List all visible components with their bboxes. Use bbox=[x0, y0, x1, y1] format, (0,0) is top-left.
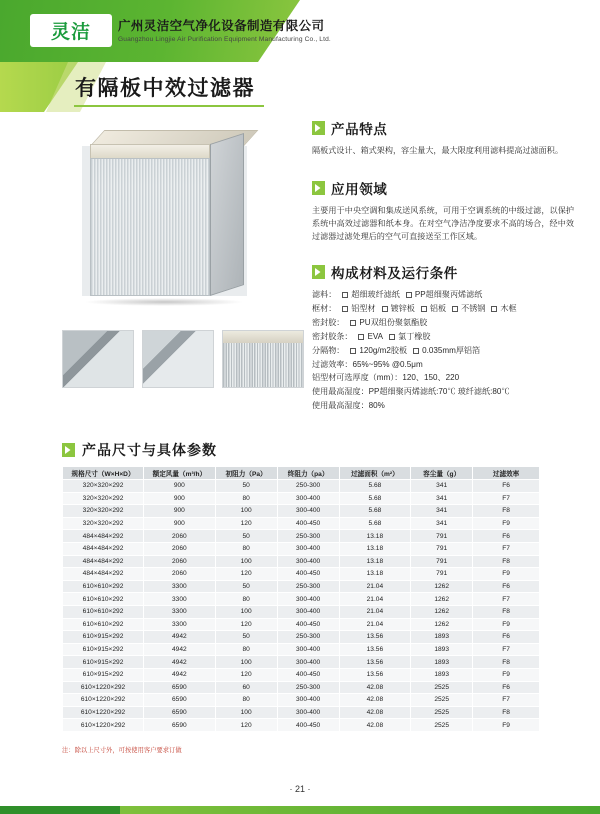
table-cell: 484×484×292 bbox=[63, 542, 144, 555]
spec-max-humidity: 使用最高湿度：80% bbox=[312, 401, 385, 411]
page-header bbox=[0, 0, 600, 62]
table-cell: F8 bbox=[473, 656, 540, 669]
table-cell: 1893 bbox=[411, 656, 473, 669]
material-option: PU双组份聚氨酯胶 bbox=[350, 316, 427, 330]
checkbox-icon bbox=[491, 306, 497, 312]
table-cell: 100 bbox=[215, 505, 277, 518]
table-cell: 80 bbox=[215, 593, 277, 606]
table-cell: 341 bbox=[411, 492, 473, 505]
table-cell: F8 bbox=[473, 706, 540, 719]
table-title: 产品尺寸与具体参数 bbox=[82, 442, 217, 458]
table-row bbox=[63, 542, 540, 555]
table-cell: 50 bbox=[215, 580, 277, 593]
spec-efficiency: 过滤效率：65%~95% @0.5μm bbox=[312, 359, 423, 369]
chevron-right-icon bbox=[62, 443, 75, 457]
table-row bbox=[63, 618, 540, 631]
company-logo bbox=[30, 14, 112, 47]
section-application bbox=[312, 178, 574, 243]
material-option: 超细玻纤滤纸 bbox=[342, 288, 400, 302]
section-body: 隔板式设计、箱式架构，容尘量大，最大限度利用滤料提高过滤面积。 bbox=[312, 146, 563, 155]
table-row bbox=[63, 631, 540, 644]
table-cell: 484×484×292 bbox=[63, 568, 144, 581]
section-heading: 产品特点 bbox=[331, 122, 388, 137]
table-cell: 341 bbox=[411, 505, 473, 518]
column-header: 规格尺寸（W×H×D） bbox=[63, 467, 144, 480]
table-cell: F7 bbox=[473, 643, 540, 656]
table-cell: 6590 bbox=[144, 719, 216, 732]
table-row bbox=[63, 568, 540, 581]
table-cell: 791 bbox=[411, 542, 473, 555]
table-cell: F8 bbox=[473, 555, 540, 568]
table-cell: 21.04 bbox=[339, 618, 411, 631]
table-cell: 250-300 bbox=[277, 631, 339, 644]
table-row bbox=[63, 492, 540, 505]
table-cell: 100 bbox=[215, 706, 277, 719]
table-cell: F8 bbox=[473, 505, 540, 518]
table-cell: 4942 bbox=[144, 643, 216, 656]
table-cell: 50 bbox=[215, 631, 277, 644]
table-cell: 610×610×292 bbox=[63, 593, 144, 606]
table-cell: 484×484×292 bbox=[63, 530, 144, 543]
table-row bbox=[63, 656, 540, 669]
table-cell: 900 bbox=[144, 480, 216, 493]
table-cell: F6 bbox=[473, 580, 540, 593]
table-row bbox=[63, 694, 540, 707]
table-cell: 80 bbox=[215, 492, 277, 505]
table-header-row bbox=[63, 467, 540, 480]
material-option: 120g/m2胶板 bbox=[350, 344, 407, 358]
table-cell: 13.56 bbox=[339, 668, 411, 681]
section-body: 主要用于中央空调和集成送风系统，可用于空调系统的中级过滤，以保护系统中高效过滤器和纸本身。在对空气净洁净度要求不高的场合，经中效过滤器过滤处理后的空气可直接送至工作区域。 bbox=[312, 206, 574, 242]
table-cell: 250-300 bbox=[277, 480, 339, 493]
table-cell: 3300 bbox=[144, 593, 216, 606]
material-option: 铝板 bbox=[421, 302, 446, 316]
table-cell: F7 bbox=[473, 593, 540, 606]
table-cell: 610×915×292 bbox=[63, 643, 144, 656]
logo-text: 灵洁 bbox=[50, 21, 91, 43]
checkbox-icon bbox=[389, 334, 395, 340]
table-row bbox=[63, 555, 540, 568]
table-cell: 250-300 bbox=[277, 580, 339, 593]
table-body bbox=[63, 480, 540, 732]
table-cell: 2060 bbox=[144, 530, 216, 543]
column-header: 初阻力（Pa） bbox=[215, 467, 277, 480]
specs-table bbox=[62, 466, 540, 732]
table-cell: F7 bbox=[473, 492, 540, 505]
table-cell: F9 bbox=[473, 719, 540, 732]
table-cell: 120 bbox=[215, 719, 277, 732]
table-cell: 3300 bbox=[144, 580, 216, 593]
table-cell: 610×1220×292 bbox=[63, 681, 144, 694]
table-cell: 2525 bbox=[411, 681, 473, 694]
page-number: · 21 · bbox=[289, 784, 311, 794]
table-cell: 300-400 bbox=[277, 643, 339, 656]
table-cell: 4942 bbox=[144, 631, 216, 644]
table-row bbox=[63, 580, 540, 593]
table-cell: 2060 bbox=[144, 542, 216, 555]
table-cell: 4942 bbox=[144, 656, 216, 669]
table-cell: 6590 bbox=[144, 694, 216, 707]
table-heading bbox=[62, 440, 217, 460]
photo-shadow bbox=[84, 298, 244, 306]
material-label: 密封胶条： bbox=[312, 331, 353, 341]
checkbox-icon bbox=[342, 306, 348, 312]
section-product-features bbox=[312, 118, 574, 157]
filter-front-face bbox=[90, 158, 210, 296]
table-cell: 610×915×292 bbox=[63, 631, 144, 644]
table-cell: 300-400 bbox=[277, 492, 339, 505]
material-option: 0.035mm厚铝箔 bbox=[413, 344, 480, 358]
table-cell: 250-300 bbox=[277, 530, 339, 543]
material-option: 木框 bbox=[491, 302, 516, 316]
table-row bbox=[63, 719, 540, 732]
table-cell: F6 bbox=[473, 681, 540, 694]
table-cell: 300-400 bbox=[277, 605, 339, 618]
detail-photo-3 bbox=[222, 330, 304, 388]
table-cell: 320×320×292 bbox=[63, 480, 144, 493]
table-cell: F7 bbox=[473, 694, 540, 707]
table-cell: 42.08 bbox=[339, 694, 411, 707]
spec-max-temp: 使用最高湿度：PP超细聚丙烯滤纸:70℃ 玻纤滤纸:80℃ bbox=[312, 387, 510, 397]
section-materials bbox=[312, 262, 574, 413]
table-cell: 80 bbox=[215, 694, 277, 707]
table-cell: 50 bbox=[215, 530, 277, 543]
table-cell: 400-450 bbox=[277, 517, 339, 530]
table-cell: 120 bbox=[215, 517, 277, 530]
table-cell: 21.04 bbox=[339, 593, 411, 606]
material-row-gasket bbox=[312, 330, 574, 344]
column-header: 过滤效率 bbox=[473, 467, 540, 480]
table-cell: 320×320×292 bbox=[63, 505, 144, 518]
material-row-filter bbox=[312, 288, 574, 302]
checkbox-icon bbox=[382, 306, 388, 312]
table-cell: 2060 bbox=[144, 555, 216, 568]
section-heading: 构成材料及运行条件 bbox=[331, 266, 458, 281]
company-name-cn: 广州灵洁空气净化设备制造有限公司 bbox=[118, 19, 325, 33]
page-title: 有隔板中效过滤器 bbox=[75, 77, 255, 100]
table-cell: 2525 bbox=[411, 706, 473, 719]
table-cell: 484×484×292 bbox=[63, 555, 144, 568]
material-option: EVA bbox=[358, 330, 383, 344]
table-cell: 42.08 bbox=[339, 681, 411, 694]
table-cell: 1893 bbox=[411, 643, 473, 656]
table-cell: 300-400 bbox=[277, 656, 339, 669]
detail-photo-1 bbox=[62, 330, 134, 388]
table-cell: 80 bbox=[215, 643, 277, 656]
table-cell: 5.68 bbox=[339, 517, 411, 530]
material-option: 镀锌板 bbox=[382, 302, 415, 316]
table-cell: F6 bbox=[473, 530, 540, 543]
chevron-right-icon bbox=[312, 181, 325, 195]
table-cell: 3300 bbox=[144, 618, 216, 631]
material-label: 滤料： bbox=[312, 290, 337, 299]
material-label: 框材： bbox=[312, 303, 337, 313]
column-header: 终阻力（pa） bbox=[277, 467, 339, 480]
table-cell: 13.56 bbox=[339, 643, 411, 656]
material-label: 分隔物： bbox=[312, 345, 345, 355]
filter-pleats bbox=[91, 159, 209, 295]
table-cell: 2525 bbox=[411, 719, 473, 732]
table-cell: F7 bbox=[473, 542, 540, 555]
table-cell: 300-400 bbox=[277, 542, 339, 555]
table-cell: 100 bbox=[215, 605, 277, 618]
material-option: 铝型材 bbox=[342, 302, 375, 316]
table-cell: 1893 bbox=[411, 668, 473, 681]
checkbox-icon bbox=[421, 306, 427, 312]
table-cell: 120 bbox=[215, 618, 277, 631]
filter-side-face bbox=[210, 133, 244, 296]
title-underline bbox=[74, 105, 264, 107]
table-row bbox=[63, 480, 540, 493]
detail-photo-2 bbox=[142, 330, 214, 388]
table-cell: 320×320×292 bbox=[63, 492, 144, 505]
table-cell: 13.56 bbox=[339, 631, 411, 644]
table-cell: 610×610×292 bbox=[63, 580, 144, 593]
table-cell: 13.56 bbox=[339, 656, 411, 669]
table-cell: 1262 bbox=[411, 580, 473, 593]
table-cell: 900 bbox=[144, 517, 216, 530]
table-row bbox=[63, 505, 540, 518]
table-cell: 2525 bbox=[411, 694, 473, 707]
material-row-sealant bbox=[312, 316, 574, 330]
table-cell: F6 bbox=[473, 480, 540, 493]
table-cell: 60 bbox=[215, 681, 277, 694]
table-cell: 50 bbox=[215, 480, 277, 493]
table-cell: 120 bbox=[215, 668, 277, 681]
table-cell: 5.68 bbox=[339, 505, 411, 518]
checkbox-icon bbox=[350, 320, 356, 326]
table-cell: 300-400 bbox=[277, 593, 339, 606]
table-cell: 610×915×292 bbox=[63, 656, 144, 669]
table-cell: 400-450 bbox=[277, 719, 339, 732]
table-cell: 1262 bbox=[411, 605, 473, 618]
checkbox-icon bbox=[413, 348, 419, 354]
product-photo bbox=[62, 126, 277, 326]
chevron-right-icon bbox=[312, 265, 325, 279]
table-cell: F6 bbox=[473, 631, 540, 644]
table-row bbox=[63, 530, 540, 543]
table-row bbox=[63, 593, 540, 606]
table-cell: 341 bbox=[411, 480, 473, 493]
column-header: 额定风量（m³/h） bbox=[144, 467, 216, 480]
table-cell: 791 bbox=[411, 568, 473, 581]
table-row bbox=[63, 668, 540, 681]
detail-photos bbox=[62, 330, 302, 392]
table-cell: 1893 bbox=[411, 631, 473, 644]
column-header: 容尘量（g） bbox=[411, 467, 473, 480]
table-cell: 13.18 bbox=[339, 568, 411, 581]
table-cell: 1262 bbox=[411, 593, 473, 606]
table-cell: 300-400 bbox=[277, 505, 339, 518]
company-name-en: Guangzhou Lingjie Air Purification Equipment Manufacturing Co., Ltd. bbox=[118, 36, 331, 43]
checkbox-icon bbox=[342, 292, 348, 298]
table-cell: 1262 bbox=[411, 618, 473, 631]
footer-bar-accent bbox=[0, 806, 120, 814]
table-cell: 100 bbox=[215, 555, 277, 568]
table-cell: 250-300 bbox=[277, 681, 339, 694]
table-row bbox=[63, 706, 540, 719]
material-row-frame bbox=[312, 302, 574, 316]
table-cell: 320×320×292 bbox=[63, 517, 144, 530]
table-cell: 400-450 bbox=[277, 668, 339, 681]
table-cell: 5.68 bbox=[339, 492, 411, 505]
material-row-separator bbox=[312, 344, 574, 358]
table-cell: 610×1220×292 bbox=[63, 706, 144, 719]
table-cell: 900 bbox=[144, 505, 216, 518]
table-cell: F9 bbox=[473, 568, 540, 581]
table-cell: 791 bbox=[411, 530, 473, 543]
table-note: 注：除以上尺寸外，可按使用客户要求订做 bbox=[62, 747, 182, 754]
checkbox-icon bbox=[452, 306, 458, 312]
checkbox-icon bbox=[358, 334, 364, 340]
spec-thickness: 铝型材可选厚度（mm）：120、150、220 bbox=[312, 373, 460, 383]
table-cell: 120 bbox=[215, 568, 277, 581]
table-cell: 4942 bbox=[144, 668, 216, 681]
table-cell: 400-450 bbox=[277, 568, 339, 581]
table-cell: 610×1220×292 bbox=[63, 719, 144, 732]
table-cell: 400-450 bbox=[277, 618, 339, 631]
table-cell: 300-400 bbox=[277, 694, 339, 707]
table-cell: F9 bbox=[473, 517, 540, 530]
checkbox-icon bbox=[350, 348, 356, 354]
table-cell: 13.18 bbox=[339, 530, 411, 543]
column-header: 过滤面积（m²） bbox=[339, 467, 411, 480]
table-row bbox=[63, 681, 540, 694]
table-cell: 6590 bbox=[144, 706, 216, 719]
table-cell: 5.68 bbox=[339, 480, 411, 493]
table-cell: 610×610×292 bbox=[63, 618, 144, 631]
chevron-right-icon bbox=[312, 121, 325, 135]
table-cell: 42.08 bbox=[339, 719, 411, 732]
table-cell: 610×915×292 bbox=[63, 668, 144, 681]
section-heading: 应用领域 bbox=[331, 182, 388, 197]
table-row bbox=[63, 605, 540, 618]
table-cell: 341 bbox=[411, 517, 473, 530]
table-cell: F8 bbox=[473, 605, 540, 618]
filter-top-frame bbox=[90, 144, 210, 159]
table-row bbox=[63, 643, 540, 656]
table-cell: 80 bbox=[215, 542, 277, 555]
table-cell: F9 bbox=[473, 668, 540, 681]
table-cell: 3300 bbox=[144, 605, 216, 618]
table-cell: 300-400 bbox=[277, 555, 339, 568]
material-option: 不锈钢 bbox=[452, 302, 485, 316]
material-label: 密封胶： bbox=[312, 317, 345, 327]
table-cell: 610×610×292 bbox=[63, 605, 144, 618]
table-cell: 21.04 bbox=[339, 605, 411, 618]
table-cell: 300-400 bbox=[277, 706, 339, 719]
table-cell: 2060 bbox=[144, 568, 216, 581]
table-cell: 6590 bbox=[144, 681, 216, 694]
checkbox-icon bbox=[406, 292, 412, 298]
table-cell: 21.04 bbox=[339, 580, 411, 593]
material-option: 氯丁橡胶 bbox=[389, 330, 430, 344]
table-cell: 42.08 bbox=[339, 706, 411, 719]
table-cell: 13.18 bbox=[339, 555, 411, 568]
table-cell: 900 bbox=[144, 492, 216, 505]
table-cell: 610×1220×292 bbox=[63, 694, 144, 707]
table-cell: 791 bbox=[411, 555, 473, 568]
material-option: PP超细聚丙烯滤纸 bbox=[406, 288, 482, 302]
table-cell: F9 bbox=[473, 618, 540, 631]
table-cell: 13.18 bbox=[339, 542, 411, 555]
table-cell: 100 bbox=[215, 656, 277, 669]
table-row bbox=[63, 517, 540, 530]
